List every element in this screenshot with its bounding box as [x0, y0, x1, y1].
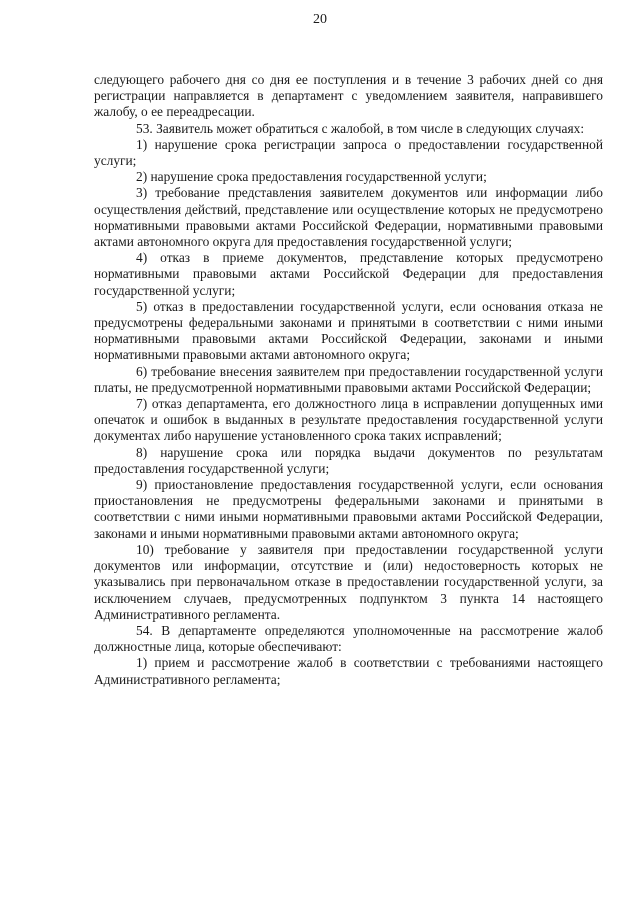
paragraph-continuation: следующего рабочего дня со дня ее поступления и в течение 3 рабочих дней со дня регистрации направляется в департамент с уведомлением заявителя, направившего жалобу, о ее переадресации. [94, 72, 603, 120]
list-item-53-10: 10) требование у заявителя при предоставлении государственной услуги документов или информации, отсутствие и (или) недостоверность которых не указывались при первоначальном отказе в предоставлении государственной услуги, за исключением случаев, предусмотренных подпунктом 3 пункта 14 настоящего Административного регламента. [94, 541, 603, 622]
document-body [94, 72, 603, 688]
list-item-53-5: 5) отказ в предоставлении государственной услуги, если основания отказа не предусмотрены федеральными законами и принятыми в соответствии с ними иными нормативными правовыми актами Российской Федерации, законами и иными нормативными правовыми актами автономного округа; [94, 298, 603, 363]
list-item-54-1: 1) прием и рассмотрение жалоб в соответствии с требованиями настоящего Административного регламента; [94, 655, 603, 687]
paragraph-53: 53. Заявитель может обратиться с жалобой, в том числе в следующих случаях: [136, 120, 585, 136]
paragraph-54: 54. В департаменте определяются уполномоченные на рассмотрение жалоб должностные лица, которые обеспечивают: [94, 622, 603, 655]
list-item-53-8: 8) нарушение срока или порядка выдачи документов по результатам предоставления государственной услуги; [94, 444, 603, 476]
list-item-53-1: 1) нарушение срока регистрации запроса о предоставлении государственной услуги; [94, 136, 603, 169]
list-item-53-9: 9) приостановление предоставления государственной услуги, если основания приостановления не предусмотрены федеральными законами и принятыми в соответствии с ними иными нормативными правовыми актами Российской Федерации, законами и иными нормативными правовыми актами автономного округа; [94, 477, 603, 541]
list-item-53-3: 3) требование представления заявителем документов или информации либо осуществления действий, представление или осуществление которых не предусмотрено нормативными правовыми актами Российской Федерации, нормативными правовыми актами автономного округа для предоставления государственной услуги; [94, 185, 603, 250]
list-item-53-2: 2) нарушение срока предоставления государственной услуги; [136, 169, 487, 185]
page-number: 20 [313, 12, 327, 27]
list-item-53-6: 6) требование внесения заявителем при предоставлении государственной услуги платы, не предусмотренной нормативными правовыми актами Российской Федерации; [94, 363, 603, 395]
list-item-53-7: 7) отказ департамента, его должностного лица в исправлении допущенных ими опечаток и ошибок в выданных в результате предоставления государственной услуги документах либо нарушение установленного срока таких исправлений; [94, 396, 603, 444]
list-item-53-4: 4) отказ в приеме документов, представление которых предусмотрено нормативными правовыми актами Российской Федерации для предоставления государственной услуги; [94, 250, 603, 298]
